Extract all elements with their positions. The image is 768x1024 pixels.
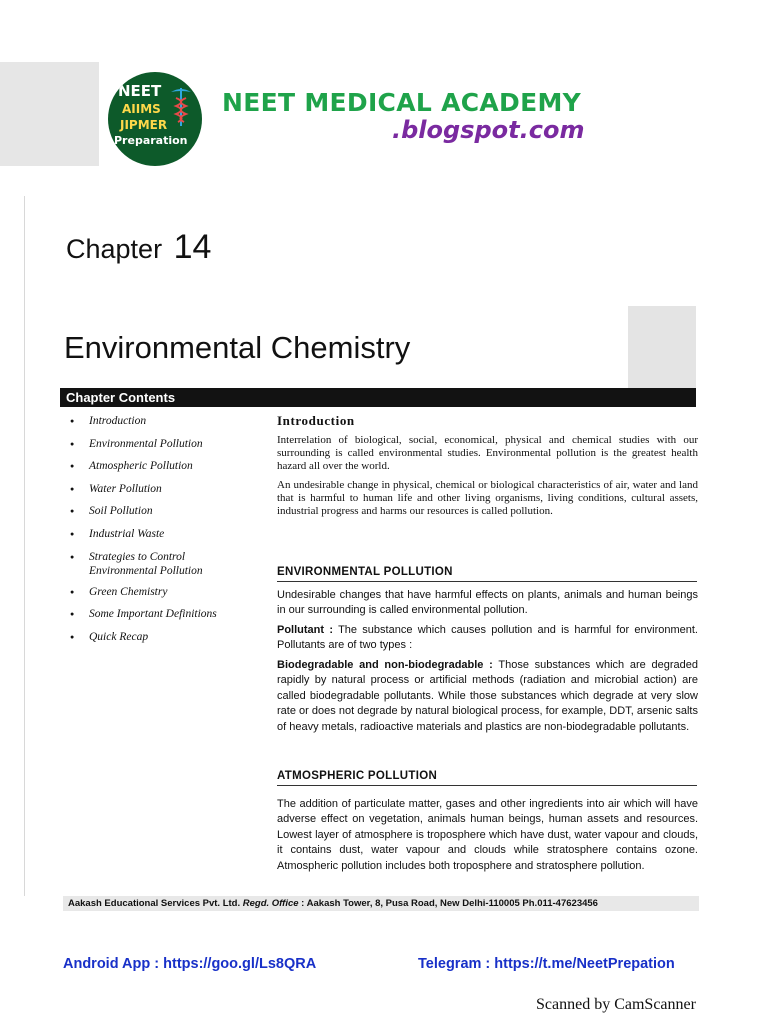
biodegradable-paragraph [277, 658, 698, 735]
scan-gray-patch [0, 62, 99, 166]
chapter-title: Environmental Chemistry [64, 330, 411, 365]
telegram-link[interactable]: Telegram : https://t.me/NeetPrepation [418, 956, 675, 972]
logo-text-jipmer: JIPMER [120, 118, 168, 132]
logo-text-preparation: Preparation [114, 134, 188, 147]
introduction-paragraph-1: Interrelation of biological, social, economical, physical and chemical studies with our surrounding is called environmental studies. Environmental pollution is the greatest health hazard all over the world. [277, 434, 698, 473]
contents-item: ● Strategies to Control Environmental Pollution [70, 550, 239, 578]
footer-regd-label: Regd. Office [242, 898, 299, 909]
publisher-footer [63, 896, 699, 911]
contents-item: ● Atmospheric Pollution [70, 459, 260, 473]
scanner-watermark: Scanned by CamScanner [536, 996, 696, 1013]
biodegradable-term: Biodegradable and non-biodegradable : [277, 659, 493, 671]
contents-item: ● Industrial Waste [70, 527, 260, 541]
contents-item: ● Environmental Pollution [70, 437, 260, 451]
introduction-heading: Introduction [277, 413, 355, 428]
logo-text-aiims: AIIMS [122, 102, 161, 116]
pollutant-text: The substance which causes pollution and is harmful for environment. Pollutants are of two types : [277, 624, 698, 652]
android-app-link[interactable]: Android App : https://goo.gl/Ls8QRA [63, 956, 317, 972]
contents-item: ● Some Important Definitions [70, 607, 260, 621]
brand-title: NEET MEDICAL ACADEMY [222, 88, 582, 117]
academy-logo [108, 72, 202, 166]
footer-address: : Aakash Tower, 8, Pusa Road, New Delhi-110005 Ph.011-47623456 [298, 898, 598, 909]
contents-item: ● Introduction [70, 414, 260, 428]
environmental-pollution-definition: Undesirable changes that have harmful effects on plants, animals and human beings in our surrounding is called environmental pollution. [277, 589, 698, 617]
scan-gray-patch-right [628, 306, 696, 388]
chapter-contents-list [70, 414, 260, 652]
contents-item: ● Green Chemistry [70, 585, 260, 599]
chapter-number: 14 [173, 228, 212, 266]
contents-item: ● Quick Recap [70, 630, 260, 644]
atmospheric-pollution-paragraph: The addition of particulate matter, gases and other ingredients into air which will have adverse effect on vegetation, animals human beings, human assets and resources. Lowest layer of atmosphere is troposphere which have dust, water vapour and clouds, it contains dust, water vapour and clouds while stratosphere contains ozone. Atmospheric pollution includes both troposphere and stratosphere pollution. [277, 798, 698, 872]
introduction-paragraph-2: An undesirable change in physical, chemical or biological characteristics of air, water and land that is harmful to human life and other living organisms, living conditions, cultural assets, industrial progress and harms our resources is called pollution. [277, 479, 698, 518]
contents-item: ● Soil Pollution [70, 504, 260, 518]
environmental-pollution-heading: ENVIRONMENTAL POLLUTION [277, 566, 697, 582]
contents-item: ● Water Pollution [70, 482, 260, 496]
pollutant-paragraph [277, 623, 698, 654]
biodegradable-text: Those substances which are degraded rapidly by natural process or artificial methods (radiation and microbial action) are called biodegradable pollutants. While those substances which degrade at very slow rate or does not degrade by natural biological process, for example, DDT, arsenic salts of heavy metals, radioactive materials and plastics are non-biodegradable pollutants. [277, 659, 699, 733]
pollutant-term: Pollutant : [277, 624, 333, 636]
atmospheric-pollution-heading: ATMOSPHERIC POLLUTION [277, 770, 697, 786]
brand-subtitle: .blogspot.com [392, 116, 585, 144]
logo-text-neet: NEET [118, 82, 162, 100]
footer-company: Aakash Educational Services Pvt. Ltd. [68, 898, 241, 909]
page-edge-line [24, 196, 25, 896]
chapter-label [66, 228, 211, 267]
caduceus-icon [168, 84, 194, 128]
chapter-contents-bar: Chapter Contents [60, 388, 696, 407]
chapter-word: Chapter [66, 234, 163, 264]
